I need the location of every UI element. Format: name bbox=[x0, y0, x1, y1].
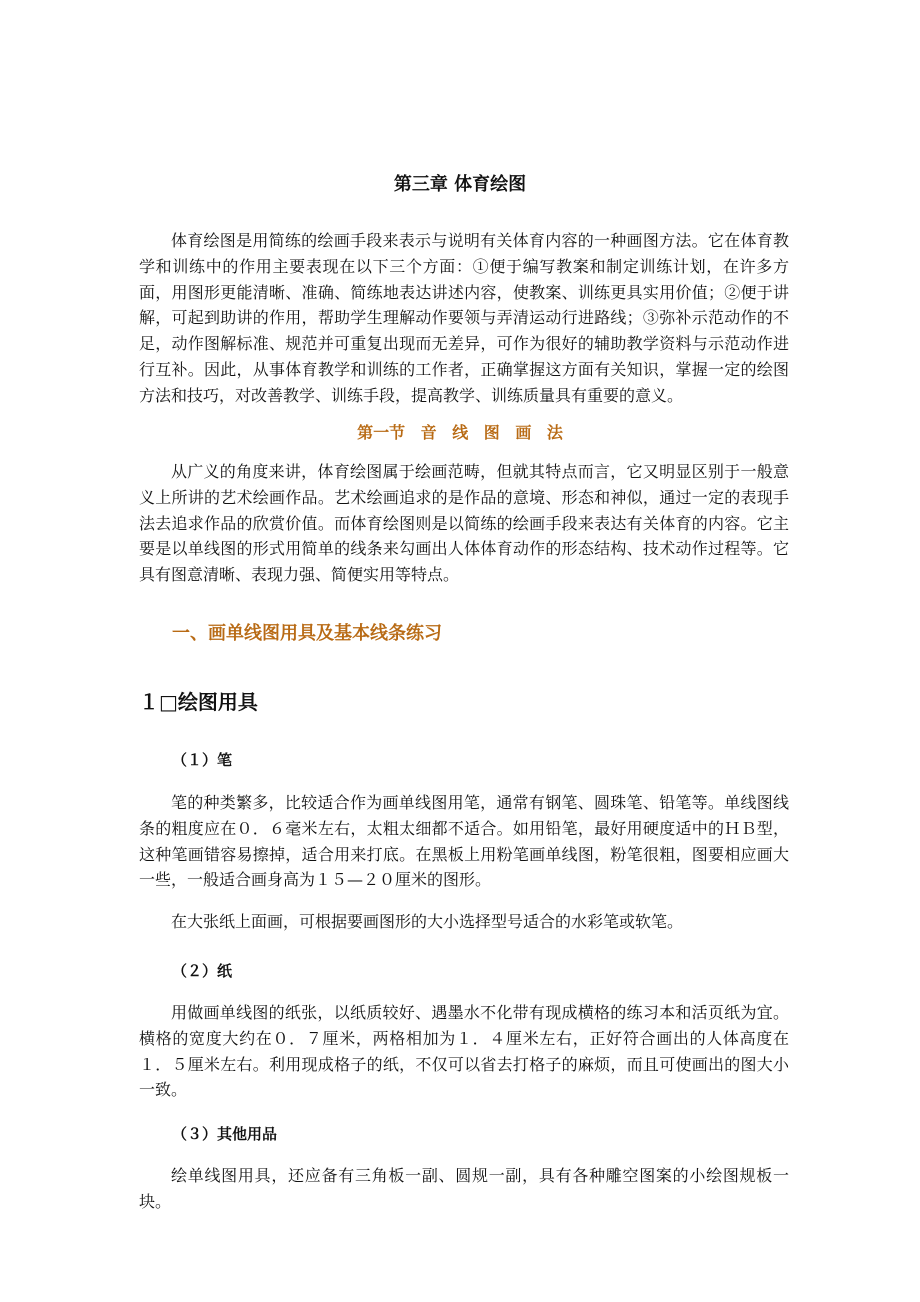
pen-paragraph-2: 在大张纸上面画，可根据要画图形的大小选择型号适合的水彩笔或软笔。 bbox=[171, 912, 684, 931]
paper-title: （２）纸 bbox=[172, 962, 233, 980]
pen-paragraph-1: 笔的种类繁多，比较适合作为画单线图用笔，通常有钢笔、圆珠笔、铅笔等。单线图线条的粗度应在０．６毫米左右，太粗太细都不适合。如用铅笔，最好用硬度适中的ＨＢ型，这种笔画错容易擦掉，适合用来打底。在黑板上用粉笔画单线图，粉笔很粗，图要相应画大一些，一般适合画身高为１５—２０厘米的图形。 bbox=[139, 793, 789, 890]
item-title: １□绘图用具 bbox=[139, 690, 258, 714]
other-paragraph: 绘单线图用具，还应备有三角板一副、圆规一副，具有各种雕空图案的小绘图规板一块。 bbox=[139, 1166, 789, 1211]
other-title: （３）其他用品 bbox=[172, 1125, 278, 1143]
intro-paragraph: 体育绘图是用简练的绘画手段来表示与说明有关体育内容的一种画图方法。它在体育教学和训练中的作用主要表现在以下三个方面：①便于编写教案和制定训练计划，在许多方面，用图形更能清晰、准确、简练地表达讲述内容，使教案、训练更具实用价值；②便于讲解，可起到助讲的作用，帮助学生理解动作要领与弄清运动行进路线；③弥补示范动作的不足，动作图解标准、规范并可重复出现而无差异，可作为很好的辅助教学资料与示范动作进行互补。因此，从事体育教学和训练的工作者，正确掌握这方面有关知识，掌握一定的绘图方法和技巧，对改善教学、训练手段，提高教学、训练质量具有重要的意义。 bbox=[139, 231, 789, 405]
section-title: 第一节 音 线 图 画 法 bbox=[357, 423, 563, 442]
pen-title: （１）笔 bbox=[172, 751, 233, 769]
chapter-title: 第三章 体育绘图 bbox=[393, 174, 527, 195]
subsection-title: 一、画单线图用具及基本线条练习 bbox=[172, 623, 442, 644]
section-paragraph: 从广义的角度来讲，体育绘图属于绘画范畴，但就其特点而言，它又明显区别于一般意义上所讲的艺术绘画作品。艺术绘画追求的是作品的意境、形态和神似，通过一定的表现手法去追求作品的欣赏价值。而体育绘图则是以简练的绘画手段来表达有关体育的内容。它主要是以单线图的形式用简单的线条来勾画出人体体育动作的形态结构、技术动作过程等。它具有图意清晰、表现力强、简便实用等特点。 bbox=[139, 462, 789, 585]
paper-paragraph: 用做画单线图的纸张，以纸质较好、遇墨水不化带有现成横格的练习本和活页纸为宜。横格的宽度大约在０．７厘米，两格相加为１．４厘米左右，正好符合画出的人体高度在１．５厘米左右。利用现成格子的纸，不仅可以省去打格子的麻烦，而且可使画出的图大小一致。 bbox=[139, 1003, 789, 1100]
